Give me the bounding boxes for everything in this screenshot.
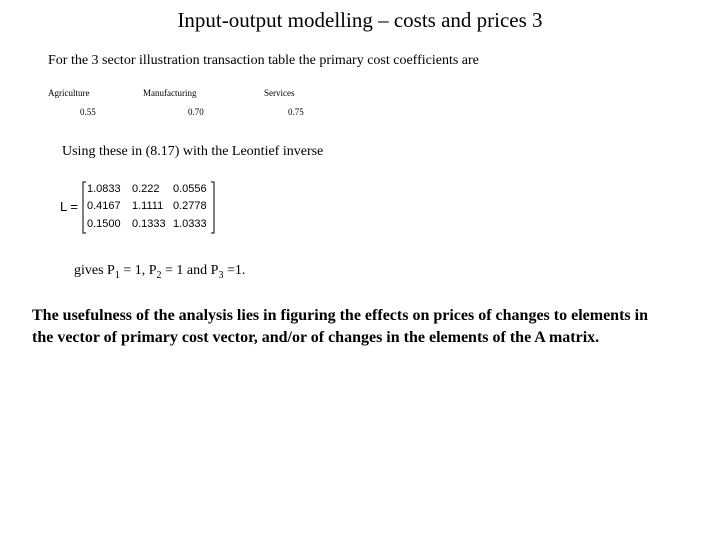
matrix-cell: 0.1333 [132,218,166,230]
matrix-cell: 0.0556 [173,183,207,195]
sector-value-services: 0.75 [288,107,304,117]
matrix-cell: 1.1111 [132,200,164,212]
sector-name-manufacturing: Manufacturing [143,88,197,98]
matrix-cell: 1.0833 [87,183,121,195]
matrix-cell: 0.2778 [173,200,207,212]
gives-result [74,263,245,281]
leontief-inverse-matrix [60,180,220,236]
left-bracket [83,182,86,233]
sector-name-agriculture: Agriculture [48,88,90,98]
sector-value-manufacturing: 0.70 [188,107,204,117]
slide-title: Input-output modelling – costs and prices 3 [177,8,543,32]
p3-value: =1. [223,263,246,278]
sector-name-services: Services [264,88,295,98]
matrix-cell: 0.4167 [87,200,121,212]
using-text: Using these in (8.17) with the Leontief inverse [62,144,324,159]
p2-value: = 1 and P [161,263,219,278]
right-bracket [211,182,214,233]
p1-subscript: 1 [114,269,120,281]
matrix-label: L = [60,199,78,214]
p3-subscript: 3 [218,269,224,281]
matrix-cell: 0.222 [132,183,160,195]
matrix-cell: 0.1500 [87,218,121,230]
p2-subscript: 2 [156,269,162,281]
sector-value-agriculture: 0.55 [80,107,96,117]
gives-prefix: gives P [74,263,115,278]
usefulness-paragraph: The usefulness of the analysis lies in figuring the effects on prices of changes to elements in the vector of primary cost vector, and/or of changes in the elements of the A matrix. [32,307,648,346]
p1-value: = 1, P [119,263,157,278]
intro-text: For the 3 sector illustration transaction table the primary cost coefficients are [48,53,479,68]
matrix-cell: 1.0333 [173,218,207,230]
